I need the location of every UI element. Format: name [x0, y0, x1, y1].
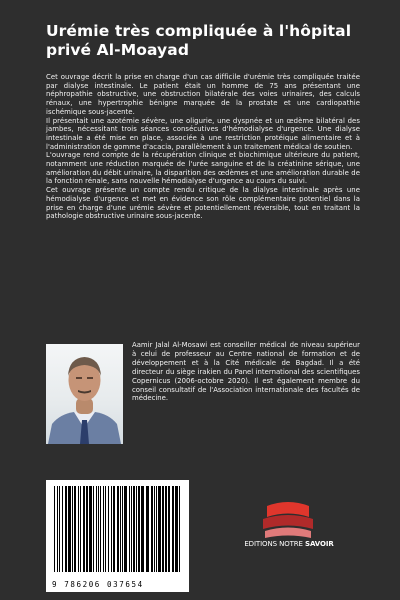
description-paragraph: Il présentait une azotémie sévère, une oligurie, une dyspnée et un œdème bilatéral des jambes, nécessitant trois séances consécutives d'hémodialyse d'urgence. Une dialyse intestinale a été mise en place, associée à une restriction protéique alimentaire et à l'administration de gomme d'acacia, parallèlement à un traitement médical de soutien. [46, 116, 360, 151]
description-paragraph: Cet ouvrage présente un compte rendu critique de la dialyse intestinale après une hémodialyse d'urgence et met en évidence son rôle complémentaire potentiel dans la prise en charge d'une urémie sévère et potentiellement réversible, tout en traitant la pathologie obstructive urinaire sous-jacente. [46, 186, 360, 221]
book-description [46, 73, 360, 221]
publisher-logo-icon [253, 500, 323, 544]
isbn-barcode [46, 480, 189, 592]
author-photo [46, 344, 123, 444]
publisher-name-part2: SAVOIR [305, 540, 334, 548]
publisher-name-part1: EDITIONS NOTRE [244, 540, 306, 548]
publisher-name [237, 540, 341, 548]
book-title: Urémie très compliquée à l'hôpital privé Al-Moayad [46, 22, 352, 59]
description-paragraph: Cet ouvrage décrit la prise en charge d'un cas difficile d'urémie très compliquée traitée par dialyse intestinale. Le patient était un homme de 75 ans présentant une néphropathie obstructive, une obstruction bilatérale des voies urinaires, des calculs rénaux, une hypertrophie bénigne marquée de la prostate et une cardiopathie ischémique sous-jacente. [46, 73, 360, 116]
description-paragraph: L'ouvrage rend compte de la récupération clinique et biochimique ultérieure du patient, notamment une réduction marquée de l'urée sanguine et de la créatinine sérique, une amélioration du débit urinaire, la disparition des œdèmes et une amélioration durable de la fonction rénale, sans nouvelle hémodialyse d'urgence au cours du suivi. [46, 151, 360, 186]
isbn-digits: 9 786206 037654 [52, 580, 144, 589]
author-bio: Aamir Jalal Al-Mosawi est conseiller médical de niveau supérieur à celui de professeur au Centre national de formation et de développement et à la Cité médicale de Bagdad. Il a été directeur du siège irakien du Panel international des scientifiques Copernicus (2006-octobre 2020). Il est également membre du conseil consultatif de l'Association internationale des facultés de médecine. [132, 341, 360, 403]
